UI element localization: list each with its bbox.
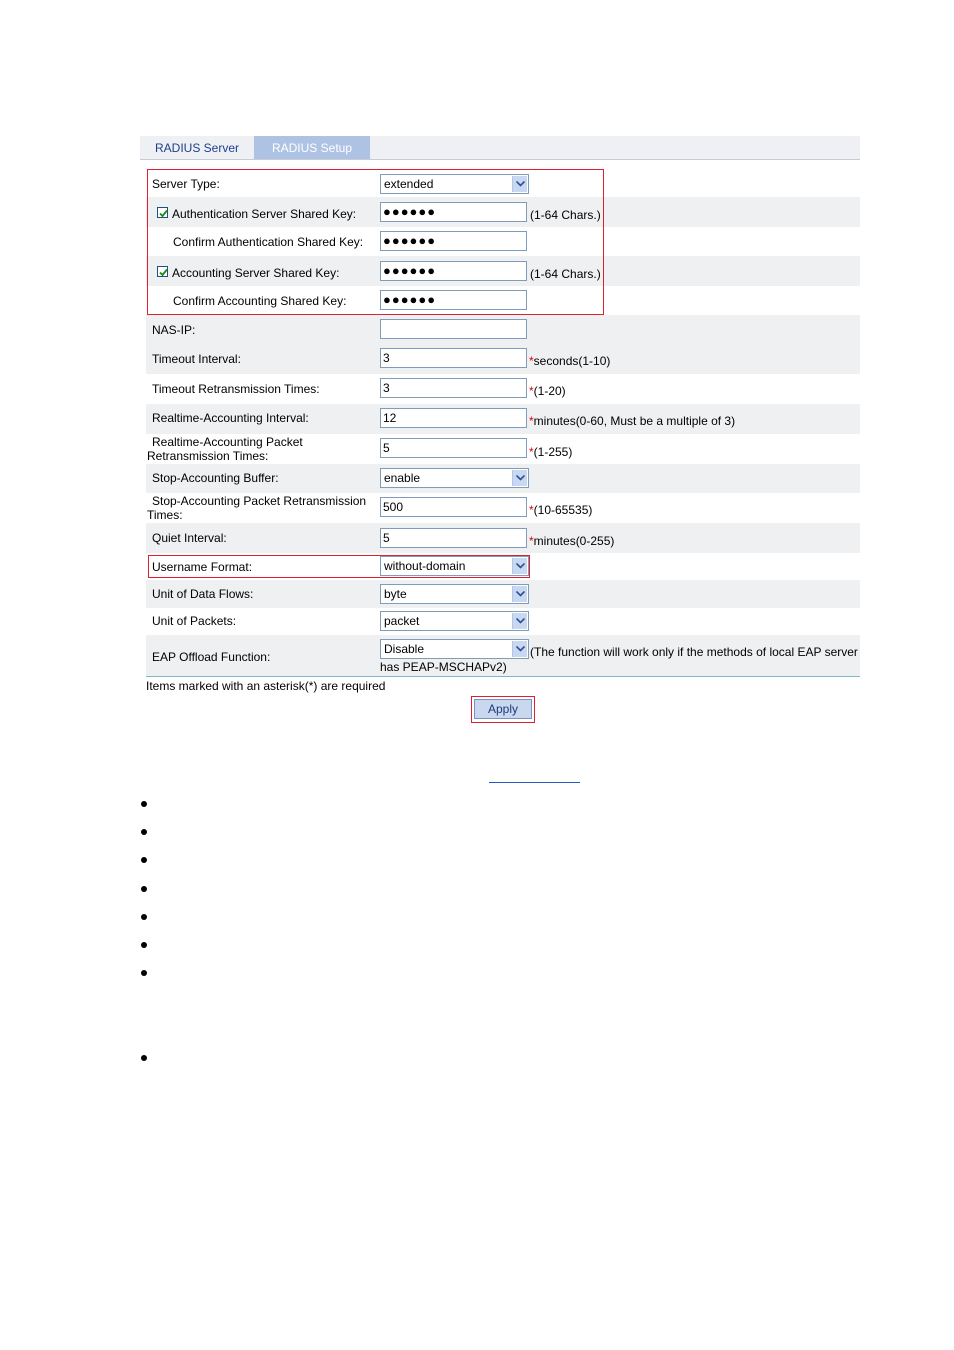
auth-key-confirm-input[interactable]: ●●●●●●: [380, 231, 527, 251]
realtime-interval-input[interactable]: 12: [380, 408, 527, 428]
packet-unit-label: Unit of Packets:: [152, 614, 237, 628]
realtime-retrans-input[interactable]: 5: [380, 438, 527, 458]
eap-offload-select[interactable]: [380, 639, 529, 659]
auth-key-label: Authentication Server Shared Key:: [172, 207, 357, 221]
packet-unit-select[interactable]: [380, 611, 529, 631]
row-realtime-interval: [146, 404, 860, 434]
packet-unit-value: packet: [384, 614, 420, 628]
server-type-value: extended: [384, 177, 434, 191]
realtime-interval-label: Realtime-Accounting Interval:: [152, 411, 309, 425]
acct-key-input[interactable]: ●●●●●●: [380, 261, 527, 281]
data-unit-select[interactable]: [380, 584, 529, 604]
row-nas-ip: [146, 315, 860, 344]
acct-key-hint: (1-64 Chars.): [530, 267, 601, 281]
stop-retrans-hint: *(10-65535): [529, 503, 593, 517]
data-unit-label: Unit of Data Flows:: [152, 587, 254, 601]
row-quiet-interval: [146, 523, 860, 553]
nas-ip-input[interactable]: [380, 319, 527, 339]
bullet: [141, 829, 147, 835]
quiet-interval-hint: *minutes(0-255): [529, 534, 615, 548]
highlight-box-apply: [471, 696, 535, 723]
bullet: [141, 886, 147, 892]
realtime-interval-hint: *minutes(0-60, Must be a multiple of 3): [529, 414, 736, 428]
acct-key-label: Accounting Server Shared Key:: [172, 266, 340, 280]
server-type-label: Server Type:: [152, 177, 220, 191]
data-unit-value: byte: [384, 587, 407, 601]
highlight-box-username-format: [148, 555, 530, 578]
bullet: [141, 942, 147, 948]
tab-bar: [140, 136, 860, 160]
required-marker: *: [529, 414, 534, 428]
row-eap-offload: [146, 635, 860, 676]
stop-buffer-label: Stop-Accounting Buffer:: [152, 471, 279, 485]
acct-key-confirm-input[interactable]: ●●●●●●: [380, 290, 527, 310]
bullet: [141, 914, 147, 920]
timeout-interval-input[interactable]: 3: [380, 348, 527, 368]
realtime-retrans-hint: *(1-255): [529, 445, 573, 459]
required-marker: *: [529, 534, 534, 548]
timeout-retrans-hint: *(1-20): [529, 384, 566, 398]
nas-ip-label: NAS-IP:: [152, 323, 196, 337]
username-format-value: without-domain: [384, 559, 466, 573]
tab-radius-setup[interactable]: RADIUS Setup: [254, 136, 370, 159]
auth-key-hint: (1-64 Chars.): [530, 208, 601, 222]
chevron-down-icon[interactable]: [512, 641, 527, 657]
apply-button[interactable]: Apply: [474, 699, 532, 719]
chevron-down-icon[interactable]: [512, 470, 527, 486]
timeout-retrans-input[interactable]: 3: [380, 378, 527, 398]
stop-buffer-value: enable: [384, 471, 421, 485]
bullet: [141, 970, 147, 976]
tab-radius-server[interactable]: RADIUS Server: [154, 141, 240, 155]
username-format-label: Username Format:: [152, 560, 253, 574]
quiet-interval-label: Quiet Interval:: [152, 531, 227, 545]
realtime-retrans-label: Realtime-Accounting Packet Retransmission Times:: [147, 435, 303, 463]
chevron-down-icon[interactable]: [512, 613, 527, 629]
acct-key-confirm-label: Confirm Accounting Shared Key:: [173, 294, 347, 308]
row-packet-unit: [146, 608, 860, 635]
required-note: Items marked with an asterisk(*) are required: [146, 679, 386, 693]
bullet: [141, 801, 147, 807]
bullet: [141, 1055, 147, 1061]
form-divider: [146, 676, 860, 677]
row-realtime-retrans: [146, 434, 860, 464]
row-stop-retrans: [146, 493, 860, 523]
required-marker: *: [529, 354, 534, 368]
eap-offload-hint-line2: has PEAP-MSCHAPv2): [380, 660, 507, 674]
timeout-interval-label: Timeout Interval:: [152, 352, 241, 366]
required-marker: *: [529, 445, 534, 459]
row-timeout-retrans: [146, 374, 860, 404]
timeout-interval-hint: *seconds(1-10): [529, 354, 611, 368]
required-marker: *: [529, 384, 534, 398]
bullet: [141, 857, 147, 863]
row-data-unit: [146, 580, 860, 608]
required-marker: *: [529, 503, 534, 517]
stop-retrans-input[interactable]: 500: [380, 497, 527, 517]
row-timeout-interval: [146, 344, 860, 374]
auth-key-input[interactable]: ●●●●●●: [380, 202, 527, 222]
stop-buffer-select[interactable]: [380, 468, 529, 488]
auth-key-confirm-label: Confirm Authentication Shared Key:: [173, 235, 364, 249]
stop-retrans-label: Stop-Accounting Packet Retransmission Times:: [147, 494, 367, 522]
eap-offload-label: EAP Offload Function:: [152, 650, 271, 664]
row-stop-buffer: [146, 464, 860, 493]
highlight-box-keys: [147, 169, 604, 315]
quiet-interval-input[interactable]: 5: [380, 528, 527, 548]
eap-offload-hint-line1: (The function will work only if the methods of local EAP server: [530, 645, 858, 659]
eap-offload-value: Disable: [384, 642, 425, 656]
chevron-down-icon[interactable]: [512, 586, 527, 602]
timeout-retrans-label: Timeout Retransmission Times:: [152, 382, 320, 396]
link-underline: [489, 782, 580, 783]
